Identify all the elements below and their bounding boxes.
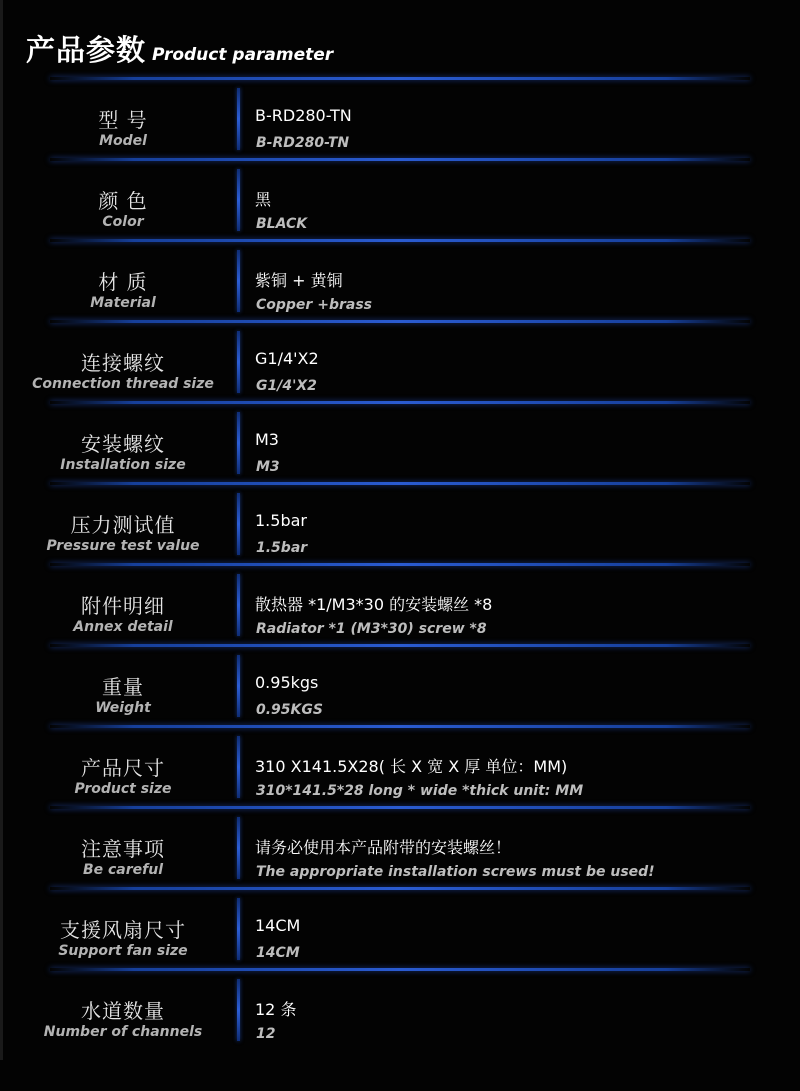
spec-label-cn: 支援风扇尺寸 [60,918,186,942]
spec-label-en: Be careful [82,862,164,878]
spec-label-cn: 产品尺寸 [81,756,165,780]
spec-row-model [0,80,800,158]
spec-value-cn: 请务必使用本产品附带的安装螺丝！ [255,838,512,857]
spec-value-en: 14CM [256,945,300,961]
spec-label-cn: 重量 [102,675,144,699]
spec-value-cn: B-RD280-TN [255,106,352,125]
spec-value-cn: 0.95kgs [255,673,319,692]
spec-label-en: Connection thread size [32,376,214,392]
spec-value-en: G1/4'X2 [256,378,317,394]
spec-label-cn: 注意事项 [81,837,165,861]
spec-value-cn: M3 [255,430,279,449]
column-divider [237,169,240,231]
spec-value-en: 12 [256,1026,276,1042]
column-divider [237,817,240,879]
spec-label-cn: 连接螺纹 [81,351,165,375]
page-title-en: Product parameter [152,45,334,65]
spec-value-cn: 1.5bar [255,511,307,530]
spec-value-en: B-RD280-TN [256,135,350,151]
column-divider [237,331,240,393]
column-divider [237,574,240,636]
spec-value-cn: 紫铜 + 黄铜 [255,271,343,290]
spec-value-en: Radiator *1 (M3*30) screw *8 [256,621,487,637]
spec-value-en: 310*141.5*28 long * wide *thick unit: MM [256,783,584,799]
spec-label-cn: 水道数量 [81,999,165,1023]
spec-label-en: Number of channels [43,1024,203,1040]
spec-label-en: Product size [74,781,172,797]
spec-label-cn: 颜 色 [98,189,148,213]
column-divider [237,736,240,798]
spec-row-number-of-channels [0,971,800,1049]
spec-row-color [0,161,800,239]
spec-label-cn: 附件明细 [81,594,165,618]
spec-value-cn: G1/4'X2 [255,349,319,368]
spec-label-en: Model [99,133,147,149]
column-divider [237,655,240,717]
spec-label-en: Support fan size [58,943,188,959]
column-divider [237,493,240,555]
spec-value-en: 1.5bar [256,540,308,556]
column-divider [237,412,240,474]
spec-label-cn: 压力测试值 [70,513,176,537]
spec-row-installation-size [0,404,800,482]
spec-label-en: Installation size [60,457,186,473]
column-divider [237,898,240,960]
spec-label-en: Pressure test value [46,538,200,554]
spec-row-product-size [0,728,800,806]
spec-row-be-careful [0,809,800,887]
spec-label-cn: 安装螺纹 [81,432,165,456]
spec-label-cn: 型 号 [98,108,148,132]
spec-label-en: Weight [95,700,151,716]
spec-label-cn: 材 质 [98,270,148,294]
spec-value-en: Copper +brass [256,297,372,313]
spec-label-en: Color [102,214,144,230]
page-header [26,28,333,68]
column-divider [237,88,240,150]
spec-value-cn: 散热器 *1/M3*30 的安装螺丝 *8 [255,595,493,614]
spec-label-en: Annex detail [73,619,173,635]
spec-row-weight [0,647,800,725]
spec-label-en: Material [90,295,156,311]
spec-value-cn: 14CM [255,916,301,935]
spec-row-support-fan-size [0,890,800,968]
spec-value-en: BLACK [256,216,308,232]
column-divider [237,979,240,1041]
spec-value-cn: 黑 [255,190,272,209]
spec-value-en: 0.95KGS [256,702,323,718]
spec-value-cn: 310 X141.5X28( 长 X 宽 X 厚 单位：MM) [255,757,568,776]
spec-value-en: The appropriate installation screws must be used! [256,864,655,880]
spec-row-pressure-test [0,485,800,563]
spec-row-connection-thread [0,323,800,401]
spec-row-material [0,242,800,320]
spec-value-cn: 12 条 [255,1000,297,1019]
column-divider [237,250,240,312]
spec-value-en: M3 [256,459,280,475]
spec-row-annex-detail [0,566,800,644]
page-title-cn: 产品参数 [26,33,147,67]
